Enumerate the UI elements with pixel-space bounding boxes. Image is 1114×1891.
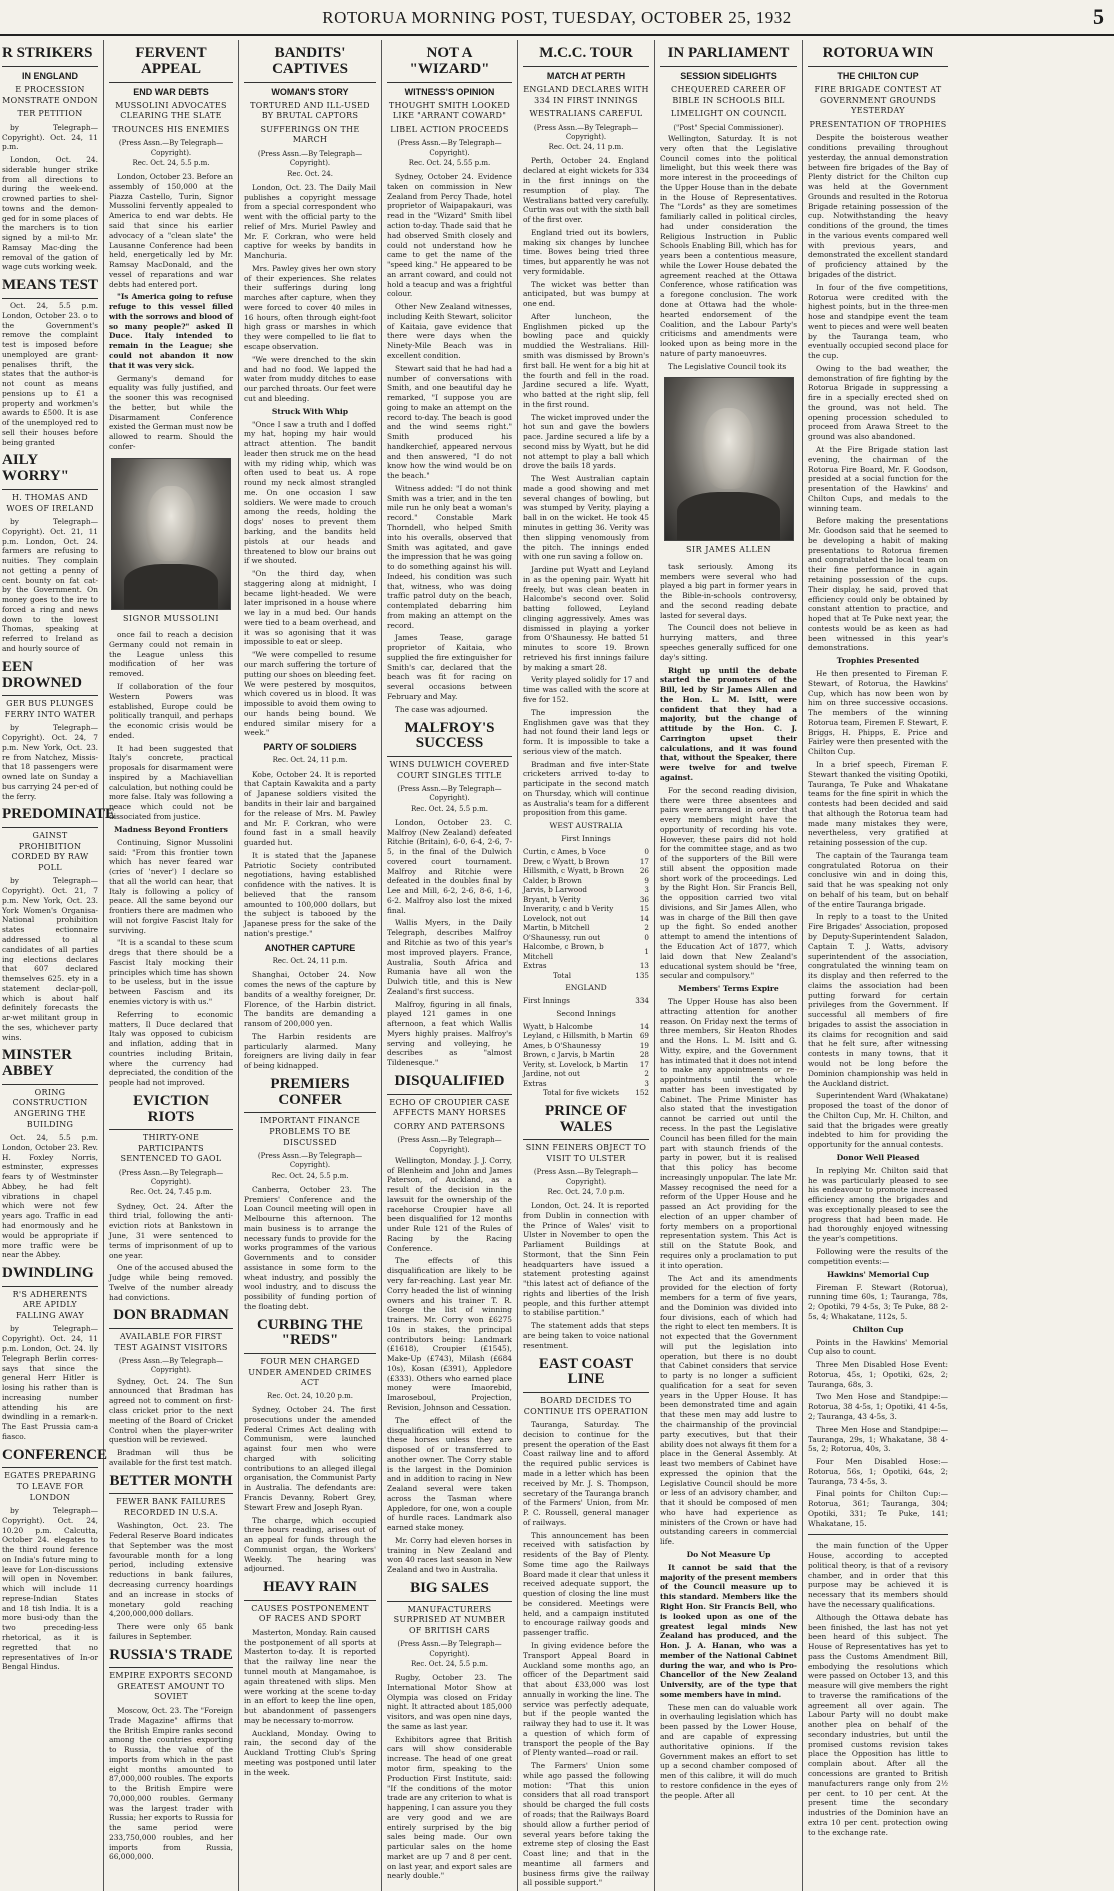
press-credit: ("Post" Special Commissioner). — [673, 123, 784, 132]
batsman-name: O'Shaunessy, run out — [523, 932, 601, 942]
scorecard-innings: Second Innings — [556, 1008, 616, 1018]
subheadline: H. THOMAS AND WOES OF IRELAND — [6, 492, 94, 513]
article-text: The Council does not believe in hurrying matters, and three speeches generally sufficed for one day's sitting. — [660, 623, 797, 662]
portrait-shoulders — [124, 564, 218, 609]
headline: R STRIKERS — [2, 46, 98, 67]
received-time: Rec. Oct. 24, 7.0 p.m. — [547, 1187, 625, 1196]
headline: DWINDLING — [2, 1266, 98, 1287]
article-text: Despite the boisterous weather conditions prevailing throughout yesterday, the annual demonstration between fire brigades of the Bay of Plenty district for the Chilton cup was held at the Government Grounds and resulted in the Rotorua Brigade retaining possession of the cup. Notwithstanding the heavy conditions of the ground, the times in the various events compared well with previous years, and demonstrated the excellent standard of proficiency attained by the brigades of the district. — [808, 133, 948, 279]
article-text: In giving evidence before the Transport Appeal Board in Auckland some months ago, an officer of the Department said that about £33,000 was lost annually in working the line. The service was perfectly adequate, but if the people wanted the railway they had to use it. It was a question of which form of transport the people of the Bay of Plenty wanted—road or rail. — [523, 1640, 649, 1758]
article-text: England tried out its bowlers, making six changes by lunchee time. Bowes being tried three times, but apparently he was not very formidable. — [523, 227, 649, 276]
scorecard-row — [523, 1022, 649, 1032]
article-text: Bradman and five inter-State cricketers arrived to-day to participate in the second match on Thursday, which will continue as Australia's team for a different proposition from this game. — [523, 759, 649, 818]
batsman-runs: 3 — [644, 1078, 649, 1088]
article-text: London, Oct. 24. siderable hunger strike from all directions to during the week-end. crowned parties to shel-towns and the demon-ged for in some places of the marchers is to tion signed by a mil-to Mr. Ramsay Mac-ding the removal of the gation of wage cuts working week. — [2, 155, 98, 272]
scorecard-total-row — [523, 1088, 649, 1098]
article-text: In replying Mr. Chilton said that he was particularly pleased to see his endeavour to promote increased efficiency among the brigades and was exceptionally pleased to see the progress that had been made. He had thoroughly enjoyed witnessing the year's competitions. — [808, 1165, 948, 1244]
scorecard-row — [523, 1041, 649, 1051]
headline: MEANS TEST — [2, 278, 98, 299]
wa-scorecard — [523, 847, 649, 980]
article-text: Other New Zealand witnesses, including Keith Stewart, solicitor of Kaitaia, gave evidence that there were days when the Ninety-Mile Beach was in excellent condition. — [387, 302, 512, 360]
batsman-name: Ames, b O'Shaunessy — [523, 1040, 602, 1050]
headline: HEAVY RAIN — [244, 1580, 376, 1601]
news-columns — [0, 40, 1114, 1888]
batsman-runs: 2 — [644, 923, 649, 933]
headline: MALFROY'S SUCCESS — [387, 721, 512, 758]
article-text: "We were drenched to the skin and had no food. We lapped the water from muddy ditches to ease our parched throats. Our feet were cut and bleeding. — [244, 354, 376, 403]
article-text: The Farmers' Union some while ago passed the following motion: "That this union considers that all road transport should be charged the full costs of roads; that the Railways Board should allow a further period of several years before taking the extreme step of closing the East Coast line; and that in the meantime all farmers and business firms give the railway all possible support." — [523, 1761, 649, 1888]
subheadline: CHEQUERED CAREER OF BIBLE IN SCHOOLS BILL — [671, 85, 786, 105]
article-text: The wicket improved under the hot sun and gave the bowlers pace. Jardine secured a life by a second miss by Wyatt, but he did not attempt to play a ball which drove the bails 18 yards. — [523, 412, 649, 471]
headline: PARTY OF SOLDIERS — [263, 742, 357, 753]
scorecard-row — [523, 1069, 649, 1079]
batsman-name: Verity, st. Lovelock, b Martin — [523, 1059, 628, 1069]
subheadline: MANUFACTURERS SURPRISED AT NUMBER OF BRITISH CARS — [393, 1604, 506, 1635]
article-text: The Act and its amendments provided for the election of forty members for a term of five years, and the Dominion was divided into four divisions, each of which had the right to elect ten members. It is not expected that the Government will put the legislation into operation, but there is no doubt that Cabinet considers that service to party is no longer a sufficient qualification for a seat for seven years in the Upper House. It has been demonstrated time and again that these men may add lustre to the chairmanship of the provincial party executives, but that their ability does not always fit them for a place in the General Assembly. At least two members of Cabinet have expressed the opinion that the Legislative Council should be more or less of an advisory chamber, and that it should be composed of men who have had experience as ministers of the Crown or have had outstanding careers in commercial life. — [660, 1273, 797, 1547]
scorecard-row — [523, 914, 649, 924]
total-runs: 135 — [635, 970, 649, 980]
article-text: Germany's demand for equality was fully justified, and the sooner this was recognised the better, but while the Disarmament Conference existed the German must now be allowed to rearm. Should the confer- — [109, 373, 233, 451]
article-text: Stewart said that he had had a number of conversations with Smith, and one beautiful day he remarked, "I suppose you are going to make an attempt on the record to-day. The beach is good and the wind seems right." Smith produced his handkerchief, appeared nervous and then answered, "I do not know how the wind would be on the beach." — [387, 363, 512, 481]
headline: BETTER MONTH — [109, 1474, 233, 1495]
section-subhead: Chilton Cup — [852, 1324, 904, 1334]
batsman-runs: 14 — [639, 913, 649, 923]
article-text: "On the third day, when staggering along at midnight, I became light-headed. We were later imprisoned in a house where we lay in a mud bed. Our hands were tied to a beam overhead, and it was so agonising that it was impossible to eat or sleep. — [244, 569, 376, 647]
article-text: Wellington, Saturday. It is not very often that the Legislative Council comes into the political limelight, but this week there was more interest in the proceedings of the Upper House than in the debate in the House of Representatives. The "Lords" as they are sometimes familiarly called in political circles, had under consideration the Religious Instruction in Public Schools Enabling Bill, which has for years been a contentious measure, while the Lower House debated the agreement reached at the Ottawa Conference, whose ratification was a foregone conclusion. The work done at Ottawa had the whole-hearted endorsement of the Coalition, and the Labour Party's criticisms and amendments were looked upon as being more in the nature of party manoeuvres. — [660, 133, 797, 358]
article-text: The effect of the disqualification will extend to these horses unless they are disposed of or transferred to another owner. The Corry stable is the largest in the Dominion and in addition to racing in New Zealand several were taken across the Tasman where Appledore, for one, won a couple of hurdle races. Landmark also earned stake money. — [387, 1415, 512, 1533]
article-text: London, Oct. 24. It is reported from Dublin in connection with the Prince of Wales' visit to Ulster in November to open the Parliament Buildings at Stormont, that the Sinn Fein headquarters have issued a statement protesting against "this latest act of defiance of the rights and liberties of the Irish people, and this further attempt to stabilise partition." — [523, 1201, 649, 1318]
eng-scorecard — [523, 1022, 649, 1098]
scorecard-innings: First Innings — [561, 834, 611, 844]
eng-first-innings — [523, 996, 649, 1006]
article-text: Sydney, October 24. Evidence taken on commission in New Zealand from Percy Thade, hotel proprietor of Waipapakauri, was read in the "Wizard" Smith libel action to-day. Thade said that he had observed Smith closely and could not understand how he came to get the name of the "speed king." He appeared to be an arrant coward, and could not hold a teacup and was a frightful colour. — [387, 172, 512, 299]
scorecard-team: ENGLAND — [565, 983, 607, 993]
subheadline: ENGLAND DECLARES WITH 334 IN FIRST INNINGS — [523, 85, 649, 105]
press-credit: (Press Assn.—By Telegraph—Copyright). — [118, 1357, 224, 1375]
article-text: In a brief speech, Fireman F. Stewart thanked the visiting Opotiki, Tauranga, Te Puke and Whakatane teams for the fine spirit in which the contests had been decided and said that although the Rotorua team had made many mistakes they were, nevertheless, very gratified at retaining possession of the cup. — [808, 760, 948, 848]
headline: IN PARLIAMENT — [660, 46, 797, 67]
article-text: Shanghai, October 24. Now comes the news of the capture by bandits of a wealthy foreigner, Dr. Florence, of the Harbin district. The bandits are demanding a ransom of 200,000 yen. — [244, 970, 376, 1029]
subheadline: GAINST PROHIBITION CORDED BY RAW POLL — [11, 831, 89, 872]
subheadline: BOARD DECIDES TO CONTINUE ITS OPERATION — [523, 1396, 649, 1416]
scorecard-row — [523, 847, 649, 857]
article-text: Auckland, Monday. Owing to rain, the second day of the Auckland Trotting Club's Spring meeting was postponed until later in the week. — [244, 1728, 376, 1777]
batsman-runs: 0 — [644, 932, 649, 942]
received-time: Rec. Oct. 24, 10.20 p.m. — [267, 1391, 353, 1400]
newspaper-title: ROTORUA MORNING POST, TUESDAY, OCTOBER 25, 1932 — [322, 8, 792, 27]
subheadline: THE CHILTON CUP — [837, 70, 919, 81]
subheadline: TER PETITION — [17, 109, 83, 119]
batsman-runs: 0 — [644, 847, 649, 857]
article-text: This announcement has been received with satisfaction by residents of the Bay of Plenty. Some time ago the Railways Board made it clear that unless it received adequate support, the question of closing the line must be considered. Meetings were held, and a campaign instituted to encourage railway goods and passenger traffic. — [523, 1530, 649, 1638]
scorecard-row — [523, 876, 649, 886]
photo-caption: SIR JAMES ALLEN — [686, 545, 771, 555]
article-text: The Harbin residents are particularly alarmed. Many foreigners are living daily in fear of being kidnapped. — [244, 1031, 376, 1071]
article-text: The captain of the Tauranga team congratulated Rotorua on their conclusive win and in doing this, said that he was speaking not only on behalf of his team, but on behalf of the entire Tauranga brigade. — [808, 850, 948, 909]
scorecard-row — [523, 885, 649, 895]
article-text: In four of the five competitions, Rotorua were credited with the highest points, but in the three-men hose and standpipe event the team went to pieces and were well beaten by the Tauranga team, who eventually occupied second place for the cup. — [808, 282, 948, 361]
article-text: Kobe, October 24. It is reported that Captain Kawakita and a party of Japanese soldiers visited the bandits in their lair and bargained for the release of Mrs. M. Pawley and Mr. F. Corkran, who were found fast in a small heavily guarded hut. — [244, 769, 376, 848]
headline: ANOTHER CAPTURE — [264, 942, 356, 953]
section-subhead: Struck With Whip — [271, 406, 349, 416]
scorecard-row — [523, 961, 649, 971]
batsman-name: Bryant, b Verity — [523, 894, 581, 904]
article-text: Sydney, Oct. 24. After the third trial, following the anti-eviction riots at Bankstown in June, 31 were sentenced to terms of imprisonment of up to one year. — [109, 1201, 233, 1260]
subheadline: FOUR MEN CHARGED UNDER AMENDED CRIMES ACT — [248, 1357, 372, 1388]
mussolini-portrait — [111, 458, 231, 610]
press-credit: (Press Assn.—By Telegraph—Copyright). — [118, 139, 224, 157]
column-3 — [239, 40, 382, 1891]
scorecard-row — [523, 857, 649, 867]
headline: DON BRADMAN — [109, 1308, 233, 1329]
article-text: The impression the Englishmen gave was that they had not found their land legs or form. It is impossible to take a serious view of the match. — [523, 707, 649, 756]
article-text: London, October 23. Before an assembly of 150,000 at the Piazza Castello, Turin, Signor Mussolini fervently appealed to America to end war debts. He said that since his earlier advocacy of a "clean slate" the Lausanne Conference had been held, energetically led by Mr. Ramsay MacDonald, and the vessel of reparations and war debts had entered port. — [109, 172, 233, 289]
received-time: Rec. Oct. 24, 5.5 p.m. — [132, 158, 210, 167]
headline: AILY WORRY" — [2, 453, 98, 490]
subheadline: FIRE BRIGADE CONTEST AT GOVERNMENT GROUNDS YESTERDAY — [814, 85, 942, 116]
scorecard-total-row — [523, 971, 649, 981]
article-text: task seriously. Among its members were several who had played a big part in former years in the Bible-in-schools controversy, and the second reading debate lasted for several days. — [660, 561, 797, 620]
article-text: Sydney, October 24. The first prosecutions under the amended Federal Crimes Act dealing with Communism, were launched against four men who were charged with soliciting contributions to an alleged illegal organisation, the Communist Party in Australia. The defendants are: Francis Devanny, Robert Grey, Stewart Frew and Joseph Ryan. — [244, 1405, 376, 1512]
article-text: by Telegraph—Copyright). Oct. 24, 7 p.m. New York, Oct. 23. re from Natchez, Missis-that 18 passengers were owned late on Sunday a bus carrying 24 per-ed of the ferry. — [2, 723, 98, 801]
press-credit: (Press Assn.—By Telegraph—Copyright). — [257, 150, 363, 168]
divider — [808, 1534, 948, 1535]
subheadline: TORTURED AND ILL-USED BY BRUTAL CAPTORS — [250, 100, 370, 121]
subheadline: LIMELIGHT ON COUNCIL — [670, 109, 787, 119]
section-subhead: Madness Beyond Frontiers — [114, 824, 228, 834]
section-subhead: Do Not Measure Up — [686, 1549, 771, 1559]
received-time: Rec. Oct. 24, 7.45 p.m. — [130, 1188, 212, 1197]
received-time: Rec. Oct. 24, 11 p.m. — [548, 143, 624, 152]
section-subhead: Trophies Presented — [836, 656, 920, 666]
article-text: by Telegraph—Copyright). Oct. 24, 11 p.m. — [2, 122, 98, 152]
article-text: Oct. 24, 5.5 p.m. London, October 23. o to the Government's remove the complaint test is imposed before unemployed are grant-penalises thrift, the states that the author-is not count as means pensions up to £1 a property and workmen's awards to £500. It is ase of the unemployed red to sell their houses before being granted — [2, 300, 98, 447]
scorecard-row — [523, 1050, 649, 1060]
article-text: by Telegraph—Copyright). Oct. 21, 7 p.m. New York, Oct. 23. York Women's Organisa-National prohibition states ectionnaire addressed to al candidates of all parties ing elections declares that 607 declared themselves 625. ety in a statement declar-poll, which is about half definitely forecasts the ar-wet militant group in the ses, whichever party wins. — [2, 876, 98, 1042]
press-credit: (Press Assn.—By Telegraph—Copyright). — [397, 139, 502, 157]
received-time: Rec. Oct. 24, 5.5 p.m. — [411, 804, 488, 813]
article-text: Superintendent Ward (Whakatane) proposed the toast of the donor of the Chilton Cup, Mr. H. Chilton, and said that the brigades were greatly indebted to him for providing the opportunity for the annual contests. — [808, 1091, 948, 1150]
article-text: Washington, Oct. 23. The Federal Reserve Board indicates that September was the most favourable month for a long period, including extensive reductions in bank failures, decreasing currency hoardings and an increase in stocks of monetary gold reaching 4,200,000,000 dollars. — [109, 1521, 233, 1619]
article-text: There were only 65 bank failures in September. — [109, 1622, 233, 1641]
received-time: Rec. Oct. 24, 5.55 p.m. — [408, 158, 491, 167]
headline: RUSSIA'S TRADE — [109, 1648, 233, 1669]
article-text: Owing to the bad weather, the demonstration of fire fighting by the Rotorua Brigade in suppressing a fire in a specially erected shed on the ground, was not held. The opening procession scheduled to proceed from Arawa Street to the ground was also abandoned. — [808, 363, 948, 442]
batsman-name: Brown, c Jarvis, b Martin — [523, 1050, 615, 1060]
headline: FERVENT APPEAL — [109, 46, 233, 83]
article-text: It had been suggested that Italy's concrete, practical proposals for disarmament were inspired by a Machiavellian calculation, but nothing could be more false. Italy was following a peace which could not be dissociated from justice. — [109, 743, 233, 821]
article-text: The Legislative Council took its — [668, 361, 787, 371]
press-credit: (Press Assn.—By Telegraph—Copyright). — [533, 123, 639, 141]
subheadline: IN ENGLAND — [22, 70, 78, 81]
batsman-runs: 3 — [644, 885, 649, 895]
headline: M.C.C. TOUR — [523, 46, 649, 67]
batsman-name: Drew, c Wyatt, b Brown — [523, 856, 610, 866]
article-text: For the second reading division, there were three absentees and pairs were arranged in order that every members might have the opportunity of recording his vote. However, these pairs did not hold for the committee stage, and as two of the supporters of the Bill were still absent the opposition made short work of the proceedings. Led by the Right Hon. Sir Francis Bell, the opposition carried two vital divisions, and Sir James Allen, who was in charge of the Bill then gave up the fight. So ended another attempt to amend the intentions of the Education Act of 1877, which laid down that New Zealand's educational system should be "free, secular and compulsory." — [660, 785, 797, 981]
scorecard-row — [523, 866, 649, 876]
press-credit: (Press Assn.—By Telegraph—Copyright). — [118, 1169, 224, 1187]
article-text: In reply to a toast to the United Fire Brigades' Association, proposed by Deputy-Superintendent Saladon, Captain T. J. Watts, advisory superintendent of the association, congratulated the winning team on its display and then referred to the claims the association had been putting forward for certain privileges from the Government. If successful all members of fire brigades to assist the association in its claims for recognition and said that he felt sure, after witnessing contests in many towns, that it would not be long before the Dominion championship was held in the Auckland district. — [808, 912, 948, 1088]
batsman-runs: 2 — [644, 1069, 649, 1079]
total-runs: 152 — [635, 1088, 649, 1098]
press-credit: (Press Assn.—By Telegraph—Copyright). — [397, 1640, 502, 1658]
subheadline: WESTRALIANS CAREFUL — [529, 109, 643, 119]
received-time: Rec. Oct. 24. — [287, 169, 333, 178]
section-subhead: Hawkins' Memorial Cup — [826, 1269, 930, 1279]
headline: EAST COAST LINE — [523, 1357, 649, 1394]
article-text: Wallis Myers, in the Daily Telegraph, describes Malfroy and Ritchie as two of this year's most improved players. France, Australia, South Africa and Rumania have all won the Dulwich title, and this is New Zealand's first success. — [387, 918, 512, 996]
batsman-name: Calder, b Brown — [523, 875, 582, 885]
headline: PREMIERS CONFER — [244, 1077, 376, 1114]
subheadline: FEWER BANK FAILURES RECORDED IN U.S.A. — [116, 1497, 226, 1517]
article-text: Malfroy, figuring in all finals, played 121 games in one afternoon, a feat which Wallis Myers highly praises. Malfroy's serving and volleying, he describes as "almost Tildenesque." — [387, 999, 512, 1068]
press-credit: (Press Assn.—By Telegraph—Copyright). — [397, 785, 502, 803]
batsman-name: Jarvis, b Larwood — [523, 885, 588, 895]
article-text: Points in the Hawkins' Memorial Cup also to count. — [808, 1337, 948, 1357]
article-text: "Is America going to refuse refuge to this vessel filled with the sorrows and blood of so many people?" asked Il Duce. Italy intended to remain in the League; she could not abandon it now that it was very sick. — [109, 292, 233, 370]
subheadline: IMPORTANT FINANCE PROBLEMS TO BE DISCUSSED — [259, 1116, 361, 1147]
article-text: Masterton, Monday. Rain caused the postponement of all sports at Masterton to-day. It is reported that the railway line near the tunnel mouth at Mangamahoe, is again threatened with slips. Men were working at the scene to-day in an effort to keep the line open, but abandonment of passengers may be necessary to-morrow. — [244, 1627, 376, 1725]
article-text: Rugby, October 23. The International Motor Show at Olympia was closed on Friday night. It attracted about 185,000 visitors, and was open nine days, the same as last year. — [387, 1673, 512, 1731]
scorecard-row — [523, 1031, 649, 1041]
batsman-name: Halcombe, c Brown, b Mitchell — [523, 942, 604, 961]
subheadline: E PROCESSION MONSTRATE ONDON — [2, 85, 98, 105]
column-5 — [518, 40, 655, 1891]
scorecard-row — [523, 895, 649, 905]
batsman-runs: 17 — [639, 856, 649, 866]
subheadline: MUSSOLINI ADVOCATES CLEARING THE SLATE — [115, 100, 227, 121]
portrait-face — [702, 408, 756, 489]
article-text: At the Fire Brigade station last evening, the chairman of the Rotorua Fire Board, Mr. F. Goodson, presided at a social function for the presentation of the Hawkins' and Chilton Cups, and medals to the winning team. — [808, 445, 948, 513]
article-text: Right up until the debate started the promoters of the Bill, led by Sir James Allen and the Hon. L. M. Isitt, were confident that they had a majority, but the change of attitude by the Hon. C. J. Carrington upset their calculations, and it was found that, without the Speaker, there were twelve for and twelve against. — [660, 665, 797, 782]
portrait-shoulders — [677, 492, 779, 541]
headline: EVICTION RIOTS — [109, 1094, 233, 1131]
article-text: Bradman will thus be available for the first test match. — [109, 1448, 233, 1467]
article-text: "It is a scandal to these scum dregs that there should be a Fascist Italy mocking their principles which time has shown to be useless, but in the issue between Fascism and its enemies victory is with us." — [109, 938, 233, 1006]
article-text: Tauranga, Saturday. The decision to continue for the present the operation of the East Coast railway line and to afford the required public services is made in a letter which has been received by Mr. J. S. Thompson, secretary of the Tauranga branch of the Farmers' Union, from Mr. P. C. Roussell, general manager of railways. — [523, 1420, 649, 1527]
batsman-name: Wyatt, b Halcombe — [523, 1021, 593, 1031]
article-text: Mr. Corry had eleven horses in training in New Zealand and won 40 races last season in New Zealand and two in Australia. — [387, 1535, 512, 1575]
scorecard-row — [523, 923, 649, 933]
article-text: "Once I saw a truth and I doffed my hat, hoping my hair would attract attention. The bandit leader then struck me on the head with my riding whip, which was often used to beat us. A rope round my neck almost strangled me. On one occasion I saw soldiers. We were made to crouch among the reeds, holding the dogs' noses to prevent them barking, and the bandits held pistols at our heads and threatened to blow our brains out if we shouted. — [244, 419, 376, 566]
batsman-runs: 36 — [639, 894, 649, 904]
article-text: The West Australian captain made a good showing and met several changes of bowling, but was stumped by Verity, playing a ball in on the wicket. He took 45 minutes in getting 36. Verity was then slipping venomously from the pitch. The innings ended with one run saving a follow on. — [523, 474, 649, 562]
article-text: Witness added: "I do not think Smith was a trier, and in the ten mile run he only beat a woman's record." Constable Mark Thorndell, who helped Smith into his overalls, observed that Smith was agitated, and gave the impression that he was going to do something against his will. Indeed, his condition was such that, witness, who was doing traffic patrol duty on the beach, contemplated debarring him from making an attempt on the record. — [387, 483, 512, 630]
article-text: Following were the results of the competition events:— — [808, 1247, 948, 1266]
article-text: The charge, which occupied three hours reading, arises out of an appeal for funds through the Communist organ, the Workers' Weekly. The hearing was adjourned. — [244, 1515, 376, 1574]
article-text: by Telegraph—Copyright). Oct. 24, 11 p.m. London, Oct. 24. lly Telegraph Berlin corres-says that since the general Herr Hitler is losing his rather than is increasing number attending his are dwindling in a remark-n. The East Prussia cam-a fiasco. — [2, 1324, 98, 1441]
photo-caption: SIGNOR MUSSOLINI — [122, 613, 220, 623]
press-credit: (Press Assn.—By Telegraph—Copyright). — [397, 1136, 502, 1154]
subheadline: WOMAN'S STORY — [271, 86, 349, 97]
column-7 — [803, 40, 953, 1891]
column-2 — [104, 40, 239, 1891]
subheadline: MATCH AT PERTH — [546, 70, 626, 81]
headline: BANDITS' CAPTIVES — [244, 46, 376, 83]
column-4 — [382, 40, 518, 1891]
subheadline: PRESENTATION OF TROPHIES — [809, 119, 947, 129]
batsman-name: Leyland, c Hillsmith, b Martin — [523, 1031, 633, 1041]
batsman-runs: 17 — [639, 1059, 649, 1069]
article-text: It cannot be said that the majority of the present members of the Council measure up to this standard. Members like the Right Hon. Sir Francis Bell, who is looked upon as one of the greatest legal minds New Zealand has produced, and the Hon. J. A. Hanan, who was a member of the National Cabinet during the war, and who is Pro-Chancellor of the New Zealand University, are of the type that some members have in mind. — [660, 1562, 797, 1699]
received-time: Rec. Oct. 24, 11 p.m. — [272, 756, 348, 765]
headline: PREDOMINATE — [2, 807, 98, 828]
scorecard-row — [523, 942, 649, 961]
article-text: by Telegraph—Copyright). Oct. 24, 10.20 p.m. Calcutta, October 24. elegates to the third round ference on India's future ming to leave for Lon-discussions will open in November. which will include 11 represe-Indian States and 18 tish India. It is a more busi-ody than the two preceding-less rhetorical, as it is regretted that no representatives of In-or Bengal Hindus. — [2, 1506, 98, 1672]
article-text: Wellington, Monday. J. J. Corry, of Blenheim and John and James Paterson, of Auckland, as a result of the decision in the lawsuit for the ownership of the racehorse Croupier have all been disqualified for 12 months under Rule 121 of the Rules of Racing by the Racing Conference. — [387, 1155, 512, 1253]
headline: MINSTER ABBEY — [2, 1048, 98, 1085]
batsman-runs: 69 — [639, 1031, 649, 1041]
headline: DISQUALIFIED — [387, 1074, 512, 1095]
headline: BIG SALES — [387, 1581, 512, 1602]
article-text: Canberra, October 23. The Premiers' Conference and the Loan Council meeting will open in Melbourne this afternoon. The main business is to arrange the necessary funds to provide for the works programmes of the various Governments and to consider assistance in some form to the wheat industry, and possibly the wool industry, and to discuss the possibility of funding portion of the floating debt. — [244, 1184, 376, 1311]
article-text: The statement adds that steps are being taken to voice national resentment. — [523, 1321, 649, 1350]
article-text: Oct. 24, 5.5 p.m. London, October 23. Rev. H. Foxley Norris, estminster, expresses fears ty of Westminster Abbey, he had felt vibrations in chapel which were not few years ago. Traffic in ead had enormously and he would be appropriate if more traffic were be near the Abbey. — [2, 1133, 98, 1260]
batsman-name: Inverarity, c and b Verity — [523, 904, 614, 914]
article-text: It is stated that the Japanese Patriotic Society contributed negotiations, having established confidence with the natives. It is believed that the ransom amounted to 100,000 dollars, but the subject is tabooed by the Japanese press for the sake of the nation's prestige." — [244, 850, 376, 938]
article-text: Fireman F. Stewart (Rotorua), running time 60s, 1; Tauranga, 78s, 2; Opotiki, 79 4-5s, 3; Te Puke, 88 2-5s, 4; Whakatane, 112s, 5. — [808, 1282, 948, 1321]
article-text: He then presented to Fireman F. Stewart, of Rotorua, the Hawkins' Cup, which has now been won by him on three successive occasions. The members of the winning Rotorua team, Firemen F. Stewart, F. Briggs, H. Phipps, E. Price and Fairley were then presented with the Chilton Cup. — [808, 669, 948, 757]
article-text: Continuing, Signor Mussolini said: "From this frontier town which has never feared war (cries of 'never') I declare so that all the world can hear, that Italy is following a policy of peace. All the same beyond our frontiers there are madmen who will not forgive Fascist Italy for surviving. — [109, 837, 233, 935]
article-text: the main function of the Upper House, according to accepted political theory, is that of a revisory chamber, and in order that this purpose may be achieved it is necessary that its members should have the necessary qualifications. — [808, 1541, 948, 1609]
article-text: These men can do valuable work in overhauling legislation which has been passed by the Lower House, and are capable of expressing authoritative opinions. If the Government makes an effort to set up a second chamber composed of men of this calibre, it will do much to restore confidence in the eyes of the people. After all — [660, 1702, 797, 1800]
scorecard-row — [523, 933, 649, 943]
subheadline: R'S ADHERENTS ARE APIDLY FALLING AWAY — [12, 1289, 88, 1320]
article-text: by Telegraph—Copyright). Oct. 21, 11 p.m. London, Oct. 24. farmers are refusing to nuities. They complain not getting a penny of cent. bounty on fat cat-by the Government. On money goes to the ire to forced a ring and news down to the lowest Thomas, speaking at referred to Ireland as and hourly source of — [2, 517, 98, 653]
page-number: 5 — [1093, 4, 1104, 29]
subheadline: AVAILABLE FOR FIRST TEST AGAINST VISITORS — [114, 1332, 228, 1352]
received-time: Rec. Oct. 24, 5.5 p.m. — [271, 1171, 349, 1180]
article-text: London, October 23. C. Malfroy (New Zealand) defeated Ritchie (Britain), 6-0, 6-4, 2-6, 7-5, in the final of the Dulwich covered court tournament. Malfroy and Ritchie were defeated in the doubles final by Lee and Mill, 6-2, 2-6, 8-6, 1-6, 6-2. Malfroy also lost the mixed final. — [387, 817, 512, 915]
article-text: Referring to economic matters, Il Duce declared that Italy was opposed to cubicism and inflation, adding that in countries including Britain, where the currency had depreciated, the condition of the people had not improved. — [109, 1009, 233, 1088]
subheadline: THOUGHT SMITH LOOKED LIKE "ARRANT COWARD" — [388, 100, 511, 121]
article-text: Mrs. Pawley gives her own story of their experiences. She relates their sufferings during long marches after capture, when they were forced to cover 40 miles in 16 hours, often through eight-foot high grass or marshes in which they were compelled to lie flat to escape observation. — [244, 263, 376, 351]
article-text: The Upper House has also been attracting attention for another reason. On Friday next the terms of three members, Sir Heaton Rhodes and the Hons. L. M. Isitt and G. Witty, expire, and the Government has intimated that it does not intend to make any appointments or re-appointments until the whole matter has been investigated by Cabinet. The Prime Minister has also stated that the investigation cannot be carried out until the recess. In the past the Legislative Council has been filled for the main part with staunch friends of the party in power, but it is realised that this policy has become increasingly unpopular. The late Mr. Massey recognised the need for a reform of the Upper House and he passed an Act providing for the election of an upper chamber of forty members on a proportional representation system. This Act is still on the Statute Book, and requires only a proclamation to put it into operation. — [660, 997, 797, 1270]
batsman-name: Jardine, not out — [523, 1069, 580, 1079]
article-text: Moscow, Oct. 23. The "Foreign Trade Magazine" affirms that the British Empire ranks second among the countries exporting to Russia, the value of the imports from which in the past eight months amounted to 87,000,000 roubles. The exports to the British Empire were 70,000,000 roubles. Germany was the largest trader with Russia; her exports to Russia for the same period were 233,750,000 roubles, and her imports from Russia, 66,000,000. — [109, 1706, 233, 1862]
article-text: Final points for Chilton Cup:—Rotorua, 361; Tauranga, 304; Opotiki, 331; Te Puke, 141; Whakatane, 15. — [808, 1489, 948, 1528]
subheadline: EGATES PREPARING TO LEAVE FOR LONDON — [4, 1471, 96, 1502]
subheadline: GER BUS PLUNGES FERRY INTO WATER — [4, 699, 96, 719]
scorecard-row — [523, 1079, 649, 1089]
subheadline: ECHO OF CROUPIER CASE AFFECTS MANY HORSES — [389, 1097, 510, 1118]
article-text: The case was adjourned. — [395, 704, 488, 714]
article-text: "We were compelled to resume our march suffering the torture of putting our shoes on bleeding feet. We were pestered by mosquitos, which covered us in blood. It was impossible to avoid them owing to our hands being bound. We endured similar misery for a week." — [244, 650, 376, 738]
batsman-runs: 14 — [639, 1021, 649, 1031]
subheadline: LIBEL ACTION PROCEEDS — [390, 124, 509, 134]
subheadline: ORING CONSTRUCTION ANGERING THE BUILDING — [12, 1087, 88, 1129]
headline: NOT A "WIZARD" — [387, 46, 512, 83]
article-text: once fail to reach a decision Germany could not remain in the League unless this modification of her was removed. — [109, 630, 233, 679]
column-6 — [655, 40, 803, 1891]
subheadline: THIRTY-ONE PARTICIPANTS SENTENCED TO GAOL — [120, 1133, 222, 1164]
scorecard-row — [523, 904, 649, 914]
subheadline: END WAR DEBTS — [133, 86, 209, 97]
press-credit: (Press Assn.—By Telegraph—Copyright). — [257, 1152, 363, 1170]
article-text: The effects of this disqualification are likely to be very far-reaching. Last year Mr. Corry headed the list of winning owners and his trainer T. R. George the list of winning trainers. Mr. Corry won £6275 10s in stakes, the principal contributors being: Landmark (£1618), Croupier (£1545), Make-Up (£743), Milash (£684 10s), Kosan (£391), Appledore (£333). Others who earned place money were Imaorebid, Imaroseboul, Projection, Revision, Johnson and Cessation. — [387, 1256, 512, 1412]
article-text: Sydney, Oct. 24. The Sun announced that Bradman has agreed not to comment on first-class cricket prior to the next meeting of the Board of Cricket Control when the player-writer question will be reviewed. — [109, 1376, 233, 1445]
article-text: James Tease, garage proprietor of Kaitaia, who supplied the fire extinguisher for Smith's car, declared that the beach was fit for racing on several occasions between February and May. — [387, 633, 512, 701]
batsman-name: Extras — [523, 961, 547, 971]
subheadline: CORRY AND PATERSONS — [393, 1121, 506, 1131]
batsman-runs: 15 — [639, 904, 649, 914]
article-text: Two Men Hose and Standpipe:—Rotorua, 38 4-5s, 1; Opotiki, 41 4-5s, 2; Tauranga, 43 4-5s, 3. — [808, 1392, 948, 1421]
article-text: London, Oct. 23. The Daily Mail publishes a copyright message from a special correspondent who went with the official party to the relief of Mrs. Muriel Pawley and Mr. F. Corkran, who were held captive for weeks by bandits in Manchuria. — [244, 182, 376, 261]
scorecard-row — [523, 1060, 649, 1070]
subheadline: CAUSES POSTPONEMENT OF RACES AND SPORT — [251, 1603, 369, 1624]
subheadline: SUFFERINGS ON THE MARCH — [260, 124, 360, 145]
scorecard-team: WEST AUSTRALIA — [549, 821, 623, 831]
batsman-runs: 13 — [639, 961, 649, 971]
batsman-runs: 19 — [639, 1040, 649, 1050]
headline: PRINCE OF WALES — [523, 1104, 649, 1141]
innings-total: 334 — [635, 996, 649, 1006]
article-text: Verity played solidly for 17 and time was called with the score at five for 152. — [523, 675, 649, 705]
article-text: Three Men Disabled Hose Event: Rotorua, 45s, 1; Opotiki, 62s, 2; Tauranga, 68s, 3. — [808, 1360, 948, 1389]
received-time: Rec. Oct. 24, 5.5 p.m. — [411, 1659, 488, 1668]
article-text: Before making the presentations Mr. Goodson said that he seemed to be developing a habit of making presentations to Rotorua firemen and congratulated the local team on their fine performance in again retaining possession of the cups. Their display, he said, proved that efficiency could only be obtained by constant attention to practice, and hoped that at Te Puke next year, the contests would be as keen as had been witnessed in this year's demonstrations. — [808, 516, 948, 653]
headline: EEN DROWNED — [2, 660, 98, 697]
subheadline: TROUNCES HIS ENEMIES — [112, 124, 230, 134]
subheadline: WINS DULWICH COVERED COURT SINGLES TITLE — [389, 760, 510, 780]
received-time: Rec. Oct. 24, 11 p.m. — [272, 957, 348, 966]
subheadline: WITNESS'S OPINION — [404, 86, 495, 97]
total-label: Total — [553, 970, 572, 980]
article-text: After luncheon, the Englishmen picked up the bowling pace and quickly muddied the Westralians. Hill-smith was dismissed by Brown's first ball. He went for a big hit at the fourth and fell in the road. Jardine secured a life. Wyatt, who batted at the right slip, fell in the first round. — [523, 311, 649, 409]
section-subhead: Members' Terms Expire — [678, 984, 779, 994]
james-allen-portrait — [664, 377, 794, 541]
article-text: Perth, October 24. England declared at eight wickets for 334 in the first innings on the resumption of play. The Westralians batted very carefully. Curtin was out with the sixth ball of the first over. — [523, 156, 649, 225]
batsman-name: Hillsmith, c Wyatt, b Brown — [523, 866, 624, 876]
article-text: Although the Ottawa debate has been finished, the last has not yet been heard of this subject. The House of Representatives has yet to pass the Customs Amendment Bill, embodying the resolutions which were passed on October 13, and this measure will give members the right to traverse the ramifications of the agreement all over again. The Labour Party will no doubt make another plea on behalf of the secondary industries, but until the promised customs revision takes place the Opposition has little to complain about. After all the concessions are granted to British manufacturers range only from 2½ per cent. to 10 per cent. At the present time the secondary industries of the Dominion have an extra 10 per cent. protection owing to the exchange rate. — [808, 1612, 948, 1837]
total-label: Total for five wickets — [543, 1088, 620, 1098]
press-credit: (Press Assn.—By Telegraph—Copyright). — [533, 1168, 639, 1186]
column-1 — [0, 40, 116, 1891]
subheadline: SESSION SIDELIGHTS — [680, 70, 777, 81]
article-text: If collaboration of the four Western Powers was established, Europe could be politically tranquil, and perhaps the economic crisis would be ended. — [109, 682, 233, 740]
masthead — [0, 0, 1114, 36]
article-text: One of the accused abused the Judge while being removed. Twelve of the number already had convictions. — [109, 1263, 233, 1302]
batsman-name: Extras — [523, 1078, 547, 1088]
batsman-runs: 9 — [644, 875, 649, 885]
headline: CONFERENCE — [2, 1448, 98, 1469]
headline: CURBING THE "REDS" — [244, 1318, 376, 1355]
headline: ROTORUA WIN — [808, 46, 948, 67]
article-text: The wicket was better than anticipated, but was bumpy at one end. — [523, 279, 649, 309]
batsman-name: Martin, b Mitchell — [523, 923, 590, 933]
batsman-runs: 1 — [644, 946, 649, 956]
section-subhead: Donor Well Pleased — [836, 1152, 920, 1162]
batsman-name: Lovelock, not out — [523, 913, 586, 923]
article-text: Three Men Hose and Standpipe:—Tauranga, 29s, 1; Whakatane, 38 4-5s, 2; Rotorua, 40s, 3. — [808, 1424, 948, 1454]
article-text: Jardine put Wyatt and Leyland in as the opening pair. Wyatt hit freely, but was clean beaten in Halcombe's second over. Solid batting followed, Leyland clinging aggressively. Ames was dismissed in playing a yorker from O'Shaunessy. He batted 51 minutes to score 19. Brown retrieved his first innings failure by making a smart 28. — [523, 565, 649, 672]
portrait-face — [146, 486, 196, 561]
article-text: Four Men Disabled Hose:—Rotorua, 56s, 1; Opotiki, 64s, 2; Tauranga, 73 4-5s, 3. — [808, 1457, 948, 1486]
subheadline: EMPIRE EXPORTS SECOND GREATEST AMOUNT TO SOVIET — [109, 1671, 233, 1702]
subheadline: SINN FEINERS OBJECT TO VISIT TO ULSTER — [525, 1143, 647, 1163]
innings-label: First Innings — [523, 996, 570, 1006]
batsman-name: Curtin, c Ames, b Voce — [523, 847, 606, 857]
article-text: Exhibitors agree that British cars will show considerable increase. The head of one great motor firm, speaking to the Production First Institute, said: "If the conditions of the motor trade are any criterion to what is happening, I can assure you they are very good and we are entirely surprised by the big sales being made. Our own particular sales on the home market are up 7 and 8 per cent. on last year, and export sales are nearly double." — [387, 1734, 512, 1881]
batsman-runs: 28 — [639, 1050, 649, 1060]
batsman-runs: 26 — [639, 866, 649, 876]
